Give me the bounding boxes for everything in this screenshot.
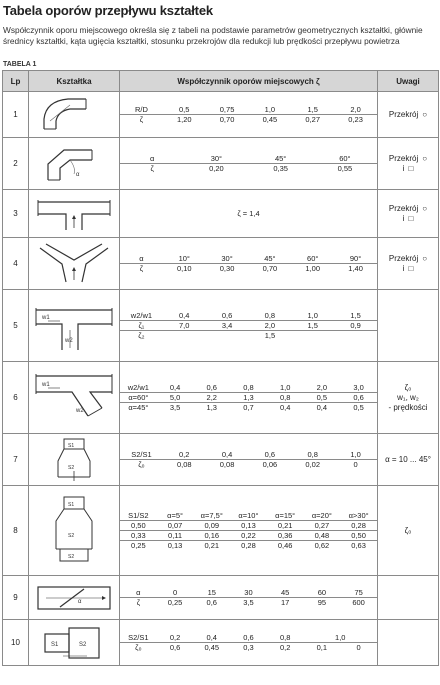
row-number: 9 — [3, 576, 29, 620]
row-number: 1 — [3, 92, 29, 138]
parameter-label: ζ — [139, 264, 144, 273]
fitting-diagram — [29, 434, 120, 486]
parameter-label: α — [120, 154, 184, 164]
notes-cell — [378, 190, 439, 238]
parameter-value: 0,36 — [267, 531, 304, 541]
parameter-value: 0,21 — [267, 521, 304, 531]
parameter-value: 0 — [353, 460, 358, 469]
parameter-value: 0,8 — [267, 633, 304, 643]
parameter-label: 0,33 — [120, 531, 157, 541]
parameter-value: 0,06 — [262, 460, 278, 469]
svg-text:w2: w2 — [65, 337, 73, 344]
parameter-value: α=20° — [304, 511, 341, 521]
parameter-value: 7,0 — [163, 321, 206, 331]
parameter-value: 0,27 — [305, 115, 321, 124]
parameter-value: 1,0 — [248, 105, 291, 115]
parameter-value: 0,5 — [163, 105, 206, 115]
subtable-row — [120, 541, 377, 551]
coefficient-cell — [120, 576, 378, 620]
row-number: 6 — [3, 362, 29, 434]
note-text: Przekrój ○ — [388, 203, 428, 213]
coefficient-subtable — [120, 254, 377, 273]
parameter-value: 0,5 — [353, 403, 364, 412]
parameter-value: 0,5 — [304, 393, 341, 403]
svg-text:S2: S2 — [68, 553, 75, 560]
parameter-label: ζ₂ — [138, 331, 145, 340]
parameter-value: 0,13 — [230, 521, 267, 531]
row-number: 10 — [3, 620, 29, 666]
coefficient-subtable — [120, 511, 377, 550]
header-shape: Kształtka — [29, 71, 120, 92]
table-row — [3, 620, 439, 666]
parameter-value: 1,5 — [334, 311, 377, 321]
fitting-diagram — [29, 138, 120, 190]
parameter-value: 10° — [163, 254, 206, 264]
note-text: α = 10 ... 45° — [385, 454, 431, 464]
parameter-value: 0,9 — [334, 321, 377, 331]
parameter-value: 0,27 — [304, 521, 341, 531]
parameter-value: α=10° — [230, 511, 267, 521]
parameter-value: 0,28 — [241, 541, 256, 550]
parameter-value: 0,4 — [193, 633, 230, 643]
table-header-row — [3, 71, 439, 92]
parameter-value: 3,5 — [169, 403, 181, 412]
parameter-label: ζ — [139, 115, 144, 124]
parameter-value: 30 — [230, 588, 267, 598]
svg-text:w1: w1 — [42, 314, 50, 321]
subtable-row — [120, 588, 377, 598]
parameter-value: 2,0 — [334, 105, 377, 115]
parameter-value: 60 — [304, 588, 341, 598]
parameter-value: 3,5 — [243, 598, 254, 607]
svg-text:S2: S2 — [68, 464, 75, 471]
parameter-value: 1,40 — [348, 264, 363, 273]
parameter-value: 2,0 — [248, 321, 291, 331]
subtable-row — [120, 460, 377, 470]
note-text: ζ₀ — [404, 525, 412, 535]
parameter-value: 45° — [248, 254, 291, 264]
parameter-value: 30° — [184, 154, 248, 164]
table-row — [3, 290, 439, 362]
header-coef: Współczynnik oporów miejscowych ζ — [120, 71, 378, 92]
parameter-value: 0,6 — [340, 393, 377, 403]
parameter-value: 1,0 — [267, 383, 304, 393]
fitting-diagram — [29, 92, 120, 138]
parameter-value: 0,4 — [316, 403, 328, 412]
header-notes: Uwagi — [378, 71, 439, 92]
parameter-value: 0,70 — [262, 264, 278, 273]
coefficient-cell — [120, 92, 378, 138]
cross-section-icon: □ — [408, 263, 414, 273]
table-row — [3, 190, 439, 238]
parameter-label: ζ₀ — [138, 460, 145, 469]
table-label: TABELA 1 — [3, 61, 37, 68]
parameter-value: 0,7 — [243, 403, 254, 412]
parameter-value: 0,30 — [219, 264, 235, 273]
parameter-value: 0 — [157, 588, 194, 598]
parameter-label: 0,25 — [131, 541, 146, 550]
parameter-value: 0,70 — [219, 115, 235, 124]
subtable-row — [120, 115, 377, 125]
coefficient-cell — [120, 362, 378, 434]
parameter-value: 1,5 — [291, 105, 334, 115]
parameter-value: 5,0 — [157, 393, 194, 403]
cross-section-icon: □ — [408, 163, 414, 173]
subtable-row — [120, 598, 377, 608]
parameter-label: α=60° — [120, 393, 157, 403]
table-row — [3, 362, 439, 434]
table-row — [3, 92, 439, 138]
subtable-row — [120, 154, 377, 164]
svg-text:α: α — [78, 598, 82, 605]
subtable-row — [120, 164, 377, 174]
parameter-value: 0,4 — [163, 311, 206, 321]
parameter-label: w2/w1 — [120, 311, 163, 321]
parameter-label: ζ₁ — [120, 321, 163, 331]
parameter-value: 15 — [193, 588, 230, 598]
parameter-label: α — [120, 254, 163, 264]
parameter-value: 1,3 — [230, 393, 267, 403]
subtable-row — [120, 393, 377, 403]
parameter-value: 0,6 — [206, 598, 217, 607]
parameter-label: w2/w1 — [120, 383, 157, 393]
parameter-value: 0,02 — [305, 460, 321, 469]
intro-text: Współczynnik oporu miejscowego określa się z tabeli na podstawie parametrów geometrycznych kształtki, głównie średnicy kształtki, kąta ugięcia kształtki, stosunku przekrojów dla redukcji lub prędkości przepływu powietrza — [3, 25, 423, 46]
row-number: 8 — [3, 486, 29, 576]
note-text: w₁, w₂ — [397, 392, 419, 402]
parameter-value: 1,0 — [291, 311, 334, 321]
subtable-row — [120, 383, 377, 393]
parameter-value: 0,63 — [351, 541, 366, 550]
parameter-value: 0,08 — [219, 460, 235, 469]
svg-text:S1: S1 — [51, 641, 59, 648]
parameter-value: 1,20 — [176, 115, 192, 124]
svg-text:S2: S2 — [68, 532, 75, 539]
svg-text:S2: S2 — [79, 641, 87, 648]
parameter-value: 0,4 — [206, 450, 249, 460]
cross-section-icon: □ — [408, 213, 414, 223]
parameter-label: α — [120, 588, 157, 598]
subtable-row — [120, 264, 377, 274]
parameter-value: 0,08 — [176, 460, 192, 469]
parameter-value: 1,3 — [206, 403, 217, 412]
subtable-row — [120, 254, 377, 264]
coefficient-subtable — [120, 450, 377, 469]
parameter-value: 45° — [249, 154, 313, 164]
parameter-value: 75 — [340, 588, 377, 598]
parameter-value: 0,6 — [206, 311, 249, 321]
note-text: i □ — [402, 213, 414, 223]
parameter-value: 0,4 — [157, 383, 194, 393]
coefficient-subtable — [120, 154, 377, 173]
subtable-row — [120, 321, 377, 331]
table-row — [3, 434, 439, 486]
fitting-diagram — [29, 620, 120, 666]
parameter-value: 0,6 — [230, 633, 267, 643]
parameter-value: 0,8 — [230, 383, 267, 393]
notes-cell — [378, 620, 439, 666]
coefficient-value: ζ = 1,4 — [237, 209, 260, 218]
note-text: - prędkości — [388, 402, 428, 412]
page-title: Tabela oporów przepływu kształtek — [3, 3, 213, 18]
parameter-value: 0,45 — [262, 115, 278, 124]
note-text: Przekrój ○ — [388, 109, 428, 119]
subtable-row — [120, 311, 377, 321]
parameter-value: 0,4 — [279, 403, 291, 412]
notes-cell — [378, 434, 439, 486]
parameter-value: 30° — [206, 254, 249, 264]
parameter-value: 0,3 — [243, 643, 254, 652]
row-number: 7 — [3, 434, 29, 486]
parameter-value: 0,25 — [167, 598, 183, 607]
parameter-value: 0,50 — [340, 531, 377, 541]
note-text: i □ — [402, 163, 414, 173]
notes-cell — [378, 92, 439, 138]
parameter-value: 0,09 — [193, 521, 230, 531]
parameter-value: 0 — [356, 643, 361, 652]
row-number: 5 — [3, 290, 29, 362]
parameter-value: 0,22 — [230, 531, 267, 541]
parameter-label: S2/S1 — [120, 633, 157, 643]
notes-cell — [378, 576, 439, 620]
svg-text:w2: w2 — [76, 407, 84, 414]
parameter-value: 45 — [267, 588, 304, 598]
notes-cell — [378, 290, 439, 362]
parameter-value: 95 — [317, 598, 327, 607]
svg-text:α: α — [76, 171, 80, 178]
parameter-value: α=15° — [267, 511, 304, 521]
parameter-label: ζ₀ — [135, 643, 142, 652]
notes-cell — [378, 362, 439, 434]
parameter-value: 0,10 — [176, 264, 192, 273]
parameter-value: 0,48 — [304, 531, 341, 541]
table-row — [3, 576, 439, 620]
parameter-value: 3,0 — [340, 383, 377, 393]
parameter-value: 1,00 — [305, 264, 321, 273]
parameter-label: ζ — [150, 164, 154, 173]
coefficient-subtable — [120, 311, 377, 340]
parameter-value: 60° — [291, 254, 334, 264]
table-row — [3, 138, 439, 190]
subtable-row — [120, 643, 377, 653]
parameter-value: 0,45 — [204, 643, 220, 652]
parameter-label: S2/S1 — [120, 450, 163, 460]
parameter-value: 2,2 — [193, 393, 230, 403]
table-row — [3, 238, 439, 290]
parameter-value: 0,46 — [277, 541, 293, 550]
cross-section-icon: ○ — [422, 253, 428, 263]
cross-section-icon: ○ — [422, 109, 428, 119]
parameter-value: 0,28 — [340, 521, 377, 531]
parameter-label: R/D — [120, 105, 163, 115]
parameter-value: 0,6 — [248, 450, 291, 460]
parameter-value: 0,35 — [273, 164, 288, 173]
fitting-diagram — [29, 190, 120, 238]
parameter-value: 0,6 — [169, 643, 181, 652]
parameter-value: 1,5 — [264, 331, 276, 340]
resistance-table — [2, 70, 439, 666]
parameter-value: 0,23 — [348, 115, 363, 124]
parameter-value: 1,0 — [334, 450, 377, 460]
parameter-value: 0,8 — [291, 450, 334, 460]
notes-cell — [378, 238, 439, 290]
coefficient-subtable — [120, 105, 377, 124]
cross-section-icon: ○ — [422, 203, 428, 213]
parameter-label: α=45° — [128, 403, 149, 412]
fitting-diagram — [29, 238, 120, 290]
parameter-value: 0,62 — [314, 541, 330, 550]
coefficient-subtable — [120, 588, 377, 607]
parameter-value: 0,2 — [157, 633, 194, 643]
subtable-row — [120, 450, 377, 460]
svg-text:S1: S1 — [68, 501, 75, 508]
parameter-label: ζ — [136, 598, 140, 607]
parameter-value: 0,8 — [248, 311, 291, 321]
note-text: ζ₀ — [404, 382, 412, 392]
parameter-value: 0,1 — [316, 643, 328, 652]
parameter-value: α>30° — [340, 511, 377, 521]
coefficient-cell — [120, 138, 378, 190]
notes-cell — [378, 486, 439, 576]
row-number: 4 — [3, 238, 29, 290]
parameter-value: 1,0 — [304, 633, 377, 643]
subtable-row — [120, 331, 377, 341]
parameter-value: 0,13 — [167, 541, 183, 550]
parameter-value: α=7,5° — [193, 511, 230, 521]
coefficient-subtable — [120, 383, 377, 412]
parameter-value: 0,55 — [337, 164, 353, 173]
coefficient-cell — [120, 434, 378, 486]
parameter-value: 3,4 — [206, 321, 249, 331]
subtable-row — [120, 511, 377, 521]
subtable-row — [120, 633, 377, 643]
coefficient-cell — [120, 190, 378, 238]
subtable-row — [120, 521, 377, 531]
note-text: Przekrój ○ — [388, 253, 428, 263]
parameter-value: 90° — [334, 254, 377, 264]
parameter-value: 2,0 — [304, 383, 341, 393]
fitting-diagram — [29, 362, 120, 434]
parameter-value: 1,5 — [291, 321, 334, 331]
parameter-value: 0,2 — [163, 450, 206, 460]
notes-cell — [378, 138, 439, 190]
coefficient-cell — [120, 620, 378, 666]
parameter-value: 0,8 — [267, 393, 304, 403]
coefficient-cell — [120, 238, 378, 290]
subtable-row — [120, 403, 377, 413]
coefficient-cell — [120, 486, 378, 576]
parameter-value: 0,07 — [157, 521, 194, 531]
coefficient-subtable — [120, 633, 377, 652]
parameter-value: 17 — [280, 598, 290, 607]
parameter-label: S1/S2 — [120, 511, 157, 521]
svg-text:w1: w1 — [42, 381, 50, 388]
parameter-value: 0,16 — [193, 531, 230, 541]
parameter-value: 0,20 — [209, 164, 224, 173]
row-number: 2 — [3, 138, 29, 190]
parameter-value: 60° — [313, 154, 377, 164]
fitting-diagram — [29, 576, 120, 620]
parameter-value: 0,2 — [279, 643, 291, 652]
table-row — [3, 486, 439, 576]
svg-text:S1: S1 — [68, 442, 75, 449]
coefficient-cell — [120, 290, 378, 362]
parameter-value: 0,75 — [206, 105, 249, 115]
header-lp: Lp — [3, 71, 29, 92]
parameter-value: α=5° — [157, 511, 194, 521]
parameter-label: 0,50 — [120, 521, 157, 531]
note-text: i □ — [402, 263, 414, 273]
fitting-diagram — [29, 290, 120, 362]
parameter-value: 0,11 — [157, 531, 194, 541]
note-text: Przekrój ○ — [388, 153, 428, 163]
parameter-value: 600 — [352, 598, 365, 607]
cross-section-icon: ○ — [422, 153, 428, 163]
parameter-value: 0,21 — [204, 541, 220, 550]
row-number: 3 — [3, 190, 29, 238]
fitting-diagram — [29, 486, 120, 576]
subtable-row — [120, 531, 377, 541]
subtable-row — [120, 105, 377, 115]
parameter-value: 0,6 — [193, 383, 230, 393]
